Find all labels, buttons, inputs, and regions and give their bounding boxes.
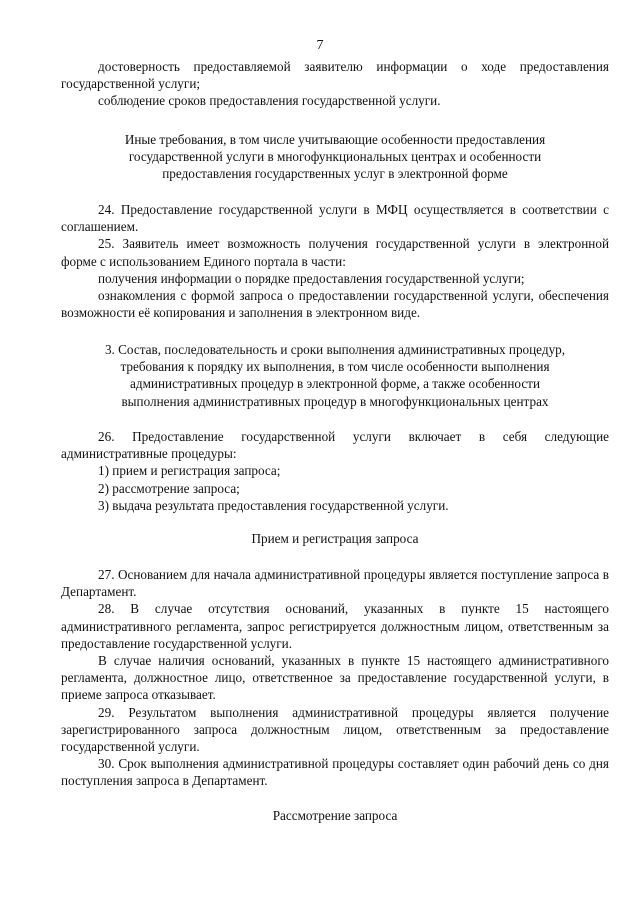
list-item: 3) выдача результата предоставления государственной услуги. (98, 497, 449, 513)
section-heading-other-requirements (61, 131, 609, 183)
section-heading-review (61, 807, 609, 824)
heading-line: Рассмотрение запроса (272, 808, 398, 823)
paragraph: ознакомления с формой запроса о предоставлении государственной услуги, обеспечения возможности её копирования и заполнения в электронном виде. (61, 288, 609, 321)
paragraph-28: 28. В случае отсутствия оснований, указанных в пункте 15 настоящего административного регламента, запрос регистрируется должностным лицом, ответственным за предоставление государственной услуги. (61, 601, 609, 651)
heading-line: административных процедур в электронной форме, а также особенности (130, 376, 540, 392)
paragraph: получения информации о порядке предоставления государственной услуги; (98, 270, 525, 286)
top-paragraphs (61, 58, 609, 110)
paragraph-27: 27. Основанием для начала административной процедуры является поступление запроса в Департамент. (61, 567, 609, 600)
section-3-body (61, 428, 609, 514)
paragraph: достоверность предоставляемой заявителю информации о ходе предоставления государственной услуги; (61, 59, 609, 92)
heading-line: 3. Состав, последовательность и сроки выполнения административных процедур, (104, 342, 566, 357)
paragraph-30: 30. Срок выполнения административной процедуры составляет один рабочий день со дня поступления запроса в Департамент. (61, 756, 609, 789)
paragraph-29: 29. Результатом выполнения административной процедуры является получение зарегистрированного запроса должностным лицом, ответственным за предоставление государственной услуги. (61, 704, 609, 755)
paragraph-25: 25. Заявитель имеет возможность получения государственной услуги в электронной форме с использованием Единого портала в части: (61, 236, 609, 269)
section-heading-reception (61, 530, 609, 547)
paragraph: В случае наличия оснований, указанных в пункте 15 настоящего административного регламента, должностное лицо, ответственное за предоставление государственной услуги, в приеме запроса отказывает. (61, 653, 609, 703)
heading-line: Прием и регистрация запроса (251, 531, 419, 546)
list-item: 2) рассмотрение запроса; (98, 480, 240, 496)
heading-line: Иные требования, в том числе учитывающие особенности предоставления (124, 132, 546, 147)
heading-line: предоставления государственных услуг в электронной форме (162, 166, 508, 182)
section-other-body (61, 201, 609, 321)
heading-line: выполнения административных процедур в многофункциональных центрах (121, 393, 549, 409)
list-item: 1) прием и регистрация запроса; (98, 463, 281, 479)
page-number: 7 (316, 38, 324, 53)
heading-line: требования к порядку их выполнения, в том числе особенности выполнения (120, 359, 550, 375)
heading-line: государственной услуги в многофункциональных центрах и особенности (128, 149, 542, 165)
paragraph-26: 26. Предоставление государственной услуги включает в себя следующие административные процедуры: (61, 429, 609, 462)
paragraph: соблюдение сроков предоставления государственной услуги. (98, 93, 441, 109)
section-heading-3 (61, 341, 609, 410)
section-reception-body (61, 566, 609, 790)
paragraph-24: 24. Предоставление государственной услуги в МФЦ осуществляется в соответствии с соглашением. (61, 202, 609, 235)
